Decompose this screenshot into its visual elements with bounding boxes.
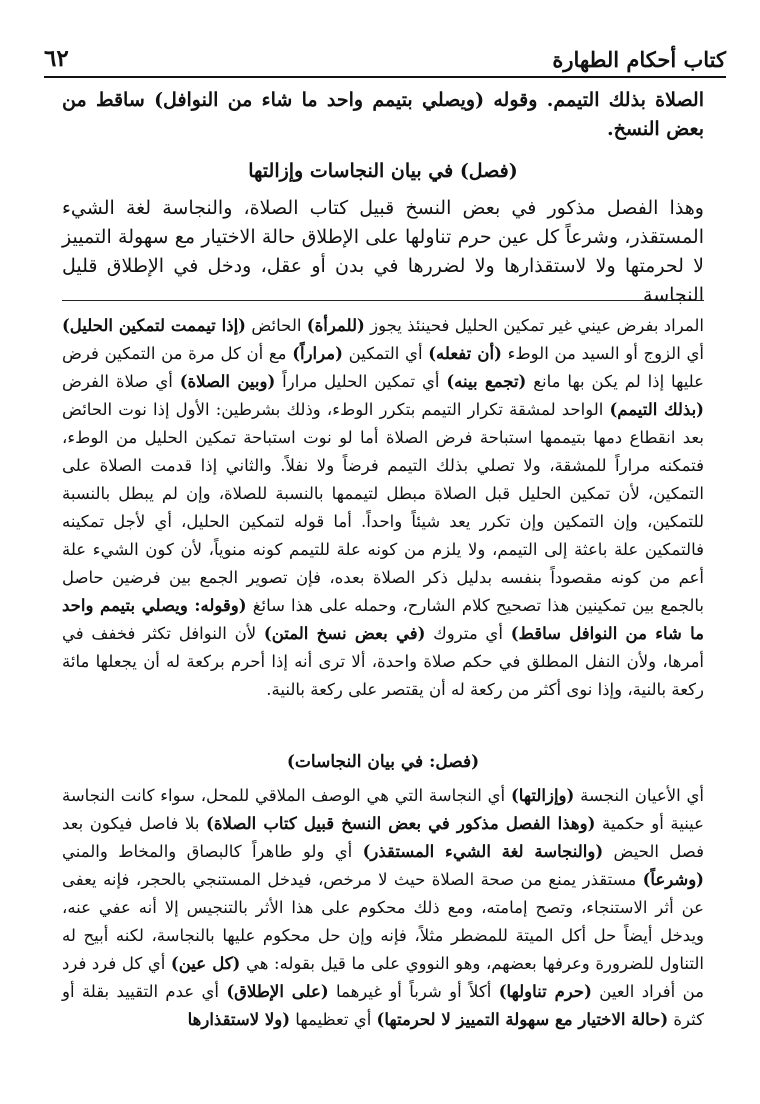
footnote-divider (62, 300, 704, 301)
section-heading-2: (فصل: في بيان النجاسات) (286, 752, 480, 772)
commentary-text: أي ولو طاهراً كالبصاق والمخاط والمني (62, 842, 363, 861)
commentary-quote: (وقوله: ويصلي بتيمم واحد ما شاء من النوافل ساقط) (62, 596, 704, 643)
commentary-quote: (في بعض نسخ المتن) (263, 624, 426, 643)
commentary-quote: (إذا تيممت لتمكين الحليل) (62, 316, 246, 335)
commentary-text: أي تمكين الحليل مراراً (275, 372, 447, 391)
commentary-quote: (ولا لاستقذارها (187, 1010, 291, 1029)
commentary-quote: (للمرأة) (306, 316, 365, 335)
commentary-block-1 (62, 312, 704, 704)
commentary-quote: (بذلك التيمم) (609, 400, 704, 419)
commentary-text: بلا فاصل فيكون بعد فصل الحيض (62, 814, 704, 861)
commentary-text: مع أن كل مرة من التمكين فرض عليها إذا لم يكن بها مانع (62, 344, 704, 391)
commentary-paragraph-1 (62, 312, 704, 704)
commentary-text: المراد بفرض عيني غير تمكين الحليل فحينئذ يجوز (364, 316, 704, 335)
commentary-text: الواحد لمشقة تكرار التيمم بتكرر الوطء، وذلك بشرطين: الأول إذا نوت الحائض بعد انقطاع دمها بتيممها استباحة فرض الصلاة أما لو نوت استباحة تمكين الحليل من الوطء، فتمكنه مراراً للمشقة، ولا تصلي بذلك التيمم فرضاً ولا نفلاً. والثاني إذا قدمت الصلاة على التمكين، لأن تمكين الحليل قبل الصلاة مبطل لتيممها بالنسبة للصلاة، وإن لم يبطل بالنسبة للتمكين، وإن التمكين وإن تكرر يعد شيئاً واحداً. أما قوله لتمكين الحليل، أي لأجل تمكينه فالتمكين علة باعثة إلى التيمم، ولا يلزم من كونه علة للتيمم كونه منوياً، لأن كون الشيء علة أعم من كونه مقصوداً بنفسه بدليل ذكر الصلاة بعده، فإن تصوير الجمع بين فرضين حاصل بالجمع بين تمكينين هذا تصحيح كلام الشارح، وحمله على هذا سائغ (62, 400, 705, 615)
commentary-text: الحائض (245, 316, 307, 335)
commentary-quote: (حالة الاختيار مع سهولة التمييز لا لحرمتها) (376, 1010, 669, 1029)
page-title: كتاب أحكام الطهارة (552, 47, 726, 72)
commentary-quote: (مراراً) (292, 344, 343, 363)
commentary-block-2 (62, 782, 704, 1034)
commentary-quote: (وإزالتها) (510, 786, 575, 805)
commentary-quote: (على الإطلاق) (226, 982, 329, 1001)
section-heading-1: (فصل) في بيان النجاسات وإزالتها (248, 160, 518, 182)
section-paragraph-1 (62, 194, 704, 310)
commentary-text: أي متروك (425, 624, 511, 643)
commentary-text: أكلاً أو شرباً أو غيرهما (328, 982, 499, 1001)
commentary-text: أي صلاة الفرض (62, 372, 180, 391)
commentary-paragraph-2 (62, 782, 704, 1034)
commentary-text: مستقذر يمنع من صحة الصلاة حيث لا مرخص، فيدخل المستنجي بالحجر، فإنه يعفى عن أثر الاستنجاء، وتصح إمامته، ومع ذلك محكوم على هذا الأثر بالتنجيس إلا أنه عفي عنه، ويدخل أيضاً حل أكل الميتة للمضطر مثلاً، فإنه وإن حل محكوم عليها بالنجاسة، لكنه أبيح له التناول للضرورة وعرفها بعضهم، وهو النووي على ما قيل بقوله: هي (62, 870, 704, 973)
commentary-quote: (حرم تناولها) (498, 982, 592, 1001)
section-paragraph-1-text: وهذا الفصل مذكور في بعض النسخ قبيل كتاب الصلاة، والنجاسة لغة الشيء المستقذر، وشرعاً كل عين حرم تناولها على الإطلاق حالة الاختيار مع سهولة التمييز لا لحرمتها ولا لاستقذارها ولا لضررها في بدن أو عقل، ودخل في الإطلاق قليل النجاسة (62, 197, 704, 306)
commentary-text: أي كل فرد فرد من أفراد العين (62, 954, 704, 1001)
commentary-quote: (أن تفعله) (428, 344, 502, 363)
top-paragraph (62, 86, 704, 144)
commentary-text: أي تعظيمها (290, 1010, 377, 1029)
page-number: ٦٢ (44, 45, 69, 72)
commentary-quote: (والنجاسة لغة الشيء المستقذر) (362, 842, 604, 861)
commentary-text: أي الزوج أو السيد من الوطء (501, 344, 704, 363)
top-paragraph-text: الصلاة بذلك التيمم. وقوله (ويصلي بتيمم واحد ما شاء من النوافل) ساقط من بعض النسخ. (62, 89, 704, 140)
commentary-quote: (وشرعاً) (642, 870, 704, 889)
commentary-text: أي النجاسة التي هي الوصف الملاقي للمحل، سواء كانت النجاسة عينية أو حكمية (62, 786, 705, 833)
commentary-quote: (وبين الصلاة) (179, 372, 276, 391)
commentary-quote: (كل عين) (170, 954, 241, 973)
commentary-quote: (تجمع بينه) (446, 372, 527, 391)
commentary-quote: (وهذا الفصل مذكور في بعض النسخ قبيل كتاب الصلاة) (206, 814, 596, 833)
commentary-text: أي التمكين (342, 344, 429, 363)
commentary-text: أي عدم التقييد بقلة أو كثرة (62, 982, 704, 1029)
commentary-text: أي الأعيان النجسة (574, 786, 704, 805)
commentary-text: لأن النوافل تكثر فخفف في أمرها، ولأن النفل المطلق في حكم صلاة واحدة، ألا ترى أنه إذا أحرم بركعة له أن يجعلها مائة ركعة بالنية، وإذا نوى أكثر من ركعة له أن يقتصر على ركعة بالنية. (62, 624, 704, 699)
page-header (44, 28, 726, 78)
